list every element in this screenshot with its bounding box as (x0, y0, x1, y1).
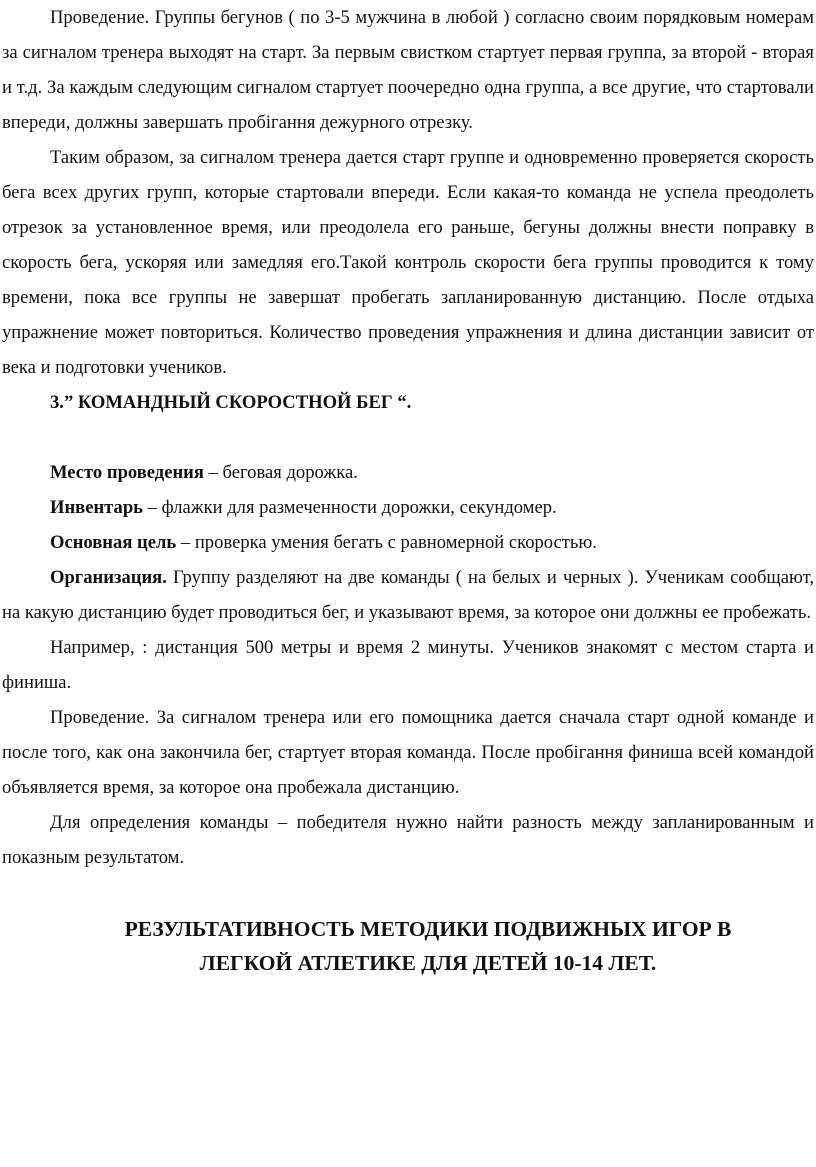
paragraph-inventory (2, 490, 814, 525)
text-inventory: – флажки для размеченности дорожки, секундомер. (143, 497, 557, 518)
section-heading: 3.” КОМАНДНЫЙ СКОРОСТНОЙ БЕГ “. (50, 392, 412, 413)
text-place: – беговая дорожка. (203, 462, 358, 483)
text-goal: – проверка умения бегать с равномерной скоростью. (176, 532, 597, 553)
paragraph-speed-control: Таким образом, за сигналом тренера дается старт группе и одновременно проверяется скорость бега всех других групп, которые стартовали впереди. Если какая-то команда не успела преодолеть отрезок за установленное время, или преодолела его раньше, бегуны должны внести поправку в скорость бега, ускоряя или замедляя его.Такой контроль скорости бега группы проводится к тому времени, пока все группы не завершат пробегать запланированную дистанцию. После отдыха упражнение может повториться. Количество проведения упражнения и длина дистанции зависит от века и подготовки учеников. (2, 147, 814, 378)
result-heading-line-1: РЕЗУЛЬТАТИВНОСТЬ МЕТОДИКИ ПОДВИЖНЫХ ИГОР В (124, 917, 732, 941)
text-organization: Группу разделяют на две команды ( на белых и черных ). Ученикам сообщают, на какую дистанцию будет проводиться бег, и указывают время, за которое они должны ее пробежать. (2, 567, 814, 623)
label-place: Место проведения (50, 462, 204, 483)
label-organization: Организация. (50, 567, 167, 588)
result-heading (2, 912, 814, 980)
paragraph-winner: Для определения команды – победителя нужно найти разность между запланированным и показным результатом. (2, 812, 814, 868)
paragraph-organization (2, 560, 814, 630)
label-inventory: Инвентарь (50, 497, 144, 518)
paragraph-example: Например, : дистанция 500 метры и время 2 минуты. Учеников знакомят с местом старта и финиша. (2, 637, 814, 693)
paragraph-place (2, 455, 814, 490)
paragraph-conduct-teams: Проведение. За сигналом тренера или его помощника дается сначала старт одной команде и после того, как она закончила бег, стартует вторая команда. После пробігання финиша всей командой объявляется время, за которое она пробежала дистанцию. (2, 707, 814, 798)
result-heading-line-2: ЛЕГКОЙ АТЛЕТИКЕ ДЛЯ ДЕТЕЙ 10-14 ЛЕТ. (199, 951, 657, 975)
paragraph-conduct-groups: Проведение. Группы бегунов ( по 3-5 мужчина в любой ) согласно своим порядковым номерам за сигналом тренера выходят на старт. За первым свистком стартует первая группа, за второй - вторая и т.д. За каждым следующим сигналом стартует поочередно одна группа, а все другие, что стартовали впереди, должны завершать пробігання дежурного отрезку. (2, 7, 814, 133)
paragraph-goal (2, 525, 814, 560)
label-goal: Основная цель (50, 532, 177, 553)
